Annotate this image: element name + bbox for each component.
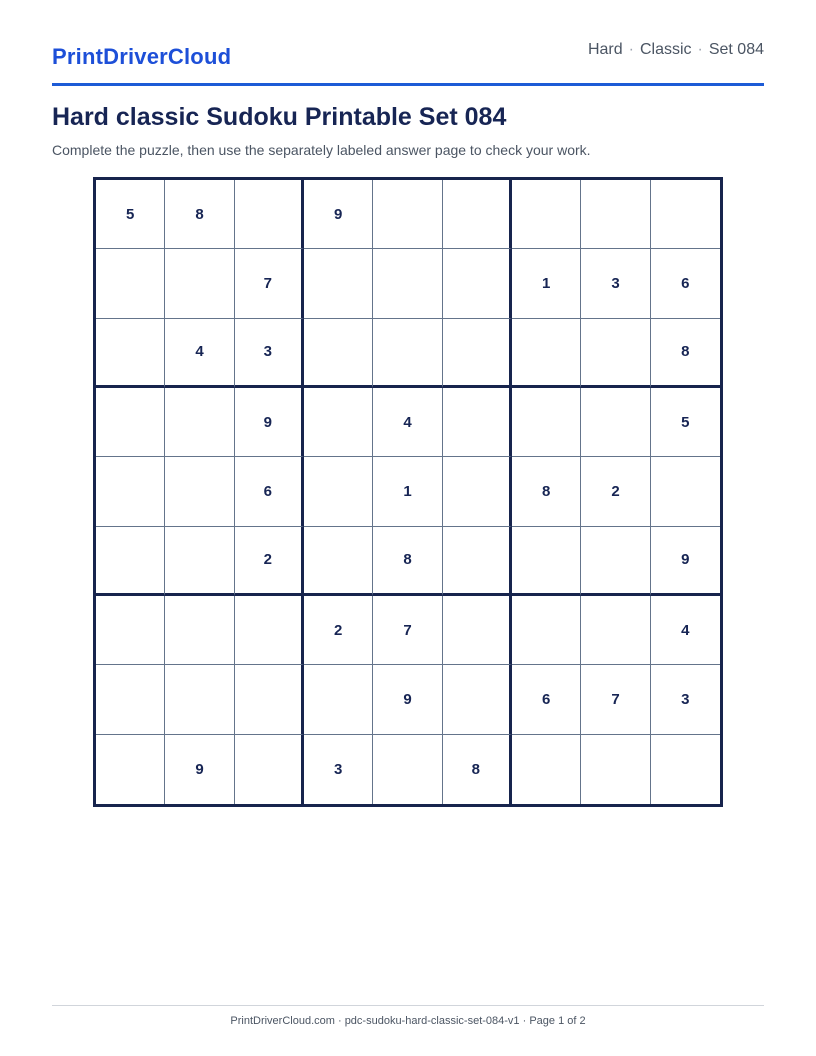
sudoku-cell[interactable]: 3: [581, 249, 650, 318]
difficulty-label: Hard: [587, 41, 623, 58]
sudoku-cell[interactable]: 7: [581, 665, 650, 734]
sudoku-cell[interactable]: [96, 249, 165, 318]
sudoku-cell[interactable]: 5: [96, 180, 165, 249]
sudoku-cell[interactable]: [96, 665, 165, 734]
style-label: Classic: [639, 41, 692, 58]
sudoku-cell[interactable]: 6: [651, 249, 720, 318]
sudoku-cell[interactable]: 5: [651, 388, 720, 457]
sudoku-cell[interactable]: [96, 388, 165, 457]
sudoku-cell[interactable]: 8: [373, 527, 442, 596]
sudoku-cell[interactable]: [165, 665, 234, 734]
sudoku-cell[interactable]: [443, 527, 512, 596]
sudoku-cell[interactable]: [581, 596, 650, 665]
sudoku-cell[interactable]: [304, 388, 373, 457]
sudoku-cell[interactable]: 3: [235, 319, 304, 388]
sudoku-cell[interactable]: 2: [581, 457, 650, 526]
sudoku-cell[interactable]: [235, 180, 304, 249]
set-label: Set 084: [708, 41, 764, 58]
sudoku-cell[interactable]: [443, 319, 512, 388]
sudoku-cell[interactable]: 8: [512, 457, 581, 526]
sudoku-cell[interactable]: [651, 735, 720, 804]
sudoku-cell[interactable]: [304, 249, 373, 318]
sudoku-cell[interactable]: 6: [235, 457, 304, 526]
sudoku-grid: [93, 177, 723, 807]
sudoku-cell[interactable]: 8: [165, 180, 234, 249]
sudoku-cell[interactable]: [581, 735, 650, 804]
sudoku-cell[interactable]: [443, 596, 512, 665]
sudoku-cell[interactable]: [235, 735, 304, 804]
sudoku-cell[interactable]: [304, 665, 373, 734]
sudoku-cell[interactable]: [96, 735, 165, 804]
sudoku-cell[interactable]: 9: [235, 388, 304, 457]
sudoku-cell[interactable]: 9: [373, 665, 442, 734]
sudoku-cell[interactable]: [165, 457, 234, 526]
sudoku-cell[interactable]: [512, 388, 581, 457]
sudoku-cell[interactable]: [373, 735, 442, 804]
page-title: Hard classic Sudoku Printable Set 084: [52, 103, 507, 131]
sudoku-cell[interactable]: [512, 527, 581, 596]
sudoku-cell[interactable]: [373, 249, 442, 318]
sudoku-cell[interactable]: [443, 665, 512, 734]
meta-separator: ·: [697, 41, 703, 58]
sudoku-cell[interactable]: 9: [304, 180, 373, 249]
sudoku-cell[interactable]: 4: [165, 319, 234, 388]
sudoku-cell[interactable]: 6: [512, 665, 581, 734]
sudoku-cell[interactable]: 8: [651, 319, 720, 388]
sudoku-cell[interactable]: [165, 388, 234, 457]
sudoku-cell[interactable]: [304, 457, 373, 526]
sudoku-cell[interactable]: [304, 527, 373, 596]
sudoku-cell[interactable]: [235, 596, 304, 665]
sudoku-cell[interactable]: [373, 319, 442, 388]
page-footer: PrintDriverCloud.com · pdc-sudoku-hard-classic-set-084-v1 · Page 1 of 2: [52, 1005, 764, 1027]
sudoku-cell[interactable]: [443, 249, 512, 318]
sudoku-cell[interactable]: 8: [443, 735, 512, 804]
sudoku-cell[interactable]: [443, 457, 512, 526]
sudoku-cell[interactable]: [304, 319, 373, 388]
page-header: [52, 0, 764, 86]
sudoku-cell[interactable]: [581, 527, 650, 596]
sudoku-cell[interactable]: [96, 527, 165, 596]
sudoku-cell[interactable]: 9: [165, 735, 234, 804]
sudoku-cell[interactable]: 2: [304, 596, 373, 665]
sudoku-cell[interactable]: [651, 180, 720, 249]
sudoku-cell[interactable]: [651, 457, 720, 526]
meta-separator: ·: [628, 41, 634, 58]
sudoku-cell[interactable]: 1: [373, 457, 442, 526]
sudoku-cell[interactable]: 7: [373, 596, 442, 665]
sudoku-cell[interactable]: [581, 388, 650, 457]
sudoku-cell[interactable]: [512, 735, 581, 804]
sudoku-cell[interactable]: 3: [304, 735, 373, 804]
sudoku-cell[interactable]: 7: [235, 249, 304, 318]
sudoku-cell[interactable]: 4: [651, 596, 720, 665]
sudoku-cell[interactable]: [581, 180, 650, 249]
sudoku-cell[interactable]: [443, 388, 512, 457]
sudoku-cell[interactable]: [96, 596, 165, 665]
sudoku-cell[interactable]: [235, 665, 304, 734]
sudoku-cell[interactable]: 4: [373, 388, 442, 457]
sudoku-cell[interactable]: [96, 319, 165, 388]
sudoku-cell[interactable]: 1: [512, 249, 581, 318]
sudoku-cell[interactable]: 2: [235, 527, 304, 596]
sudoku-cell[interactable]: 3: [651, 665, 720, 734]
sudoku-cell[interactable]: [165, 527, 234, 596]
sudoku-cell[interactable]: [373, 180, 442, 249]
sudoku-cell[interactable]: [96, 457, 165, 526]
sudoku-cell[interactable]: [512, 596, 581, 665]
sudoku-cell[interactable]: [512, 319, 581, 388]
sudoku-cell[interactable]: [165, 596, 234, 665]
brand-logo[interactable]: PrintDriverCloud: [52, 44, 232, 69]
sudoku-cell[interactable]: [443, 180, 512, 249]
sudoku-cell[interactable]: [165, 249, 234, 318]
sudoku-cell[interactable]: [581, 319, 650, 388]
sudoku-cell[interactable]: 9: [651, 527, 720, 596]
sudoku-cell[interactable]: [512, 180, 581, 249]
page-subtitle: Complete the puzzle, then use the separately labeled answer page to check your work.: [52, 142, 591, 158]
puzzle-meta: [588, 41, 764, 59]
